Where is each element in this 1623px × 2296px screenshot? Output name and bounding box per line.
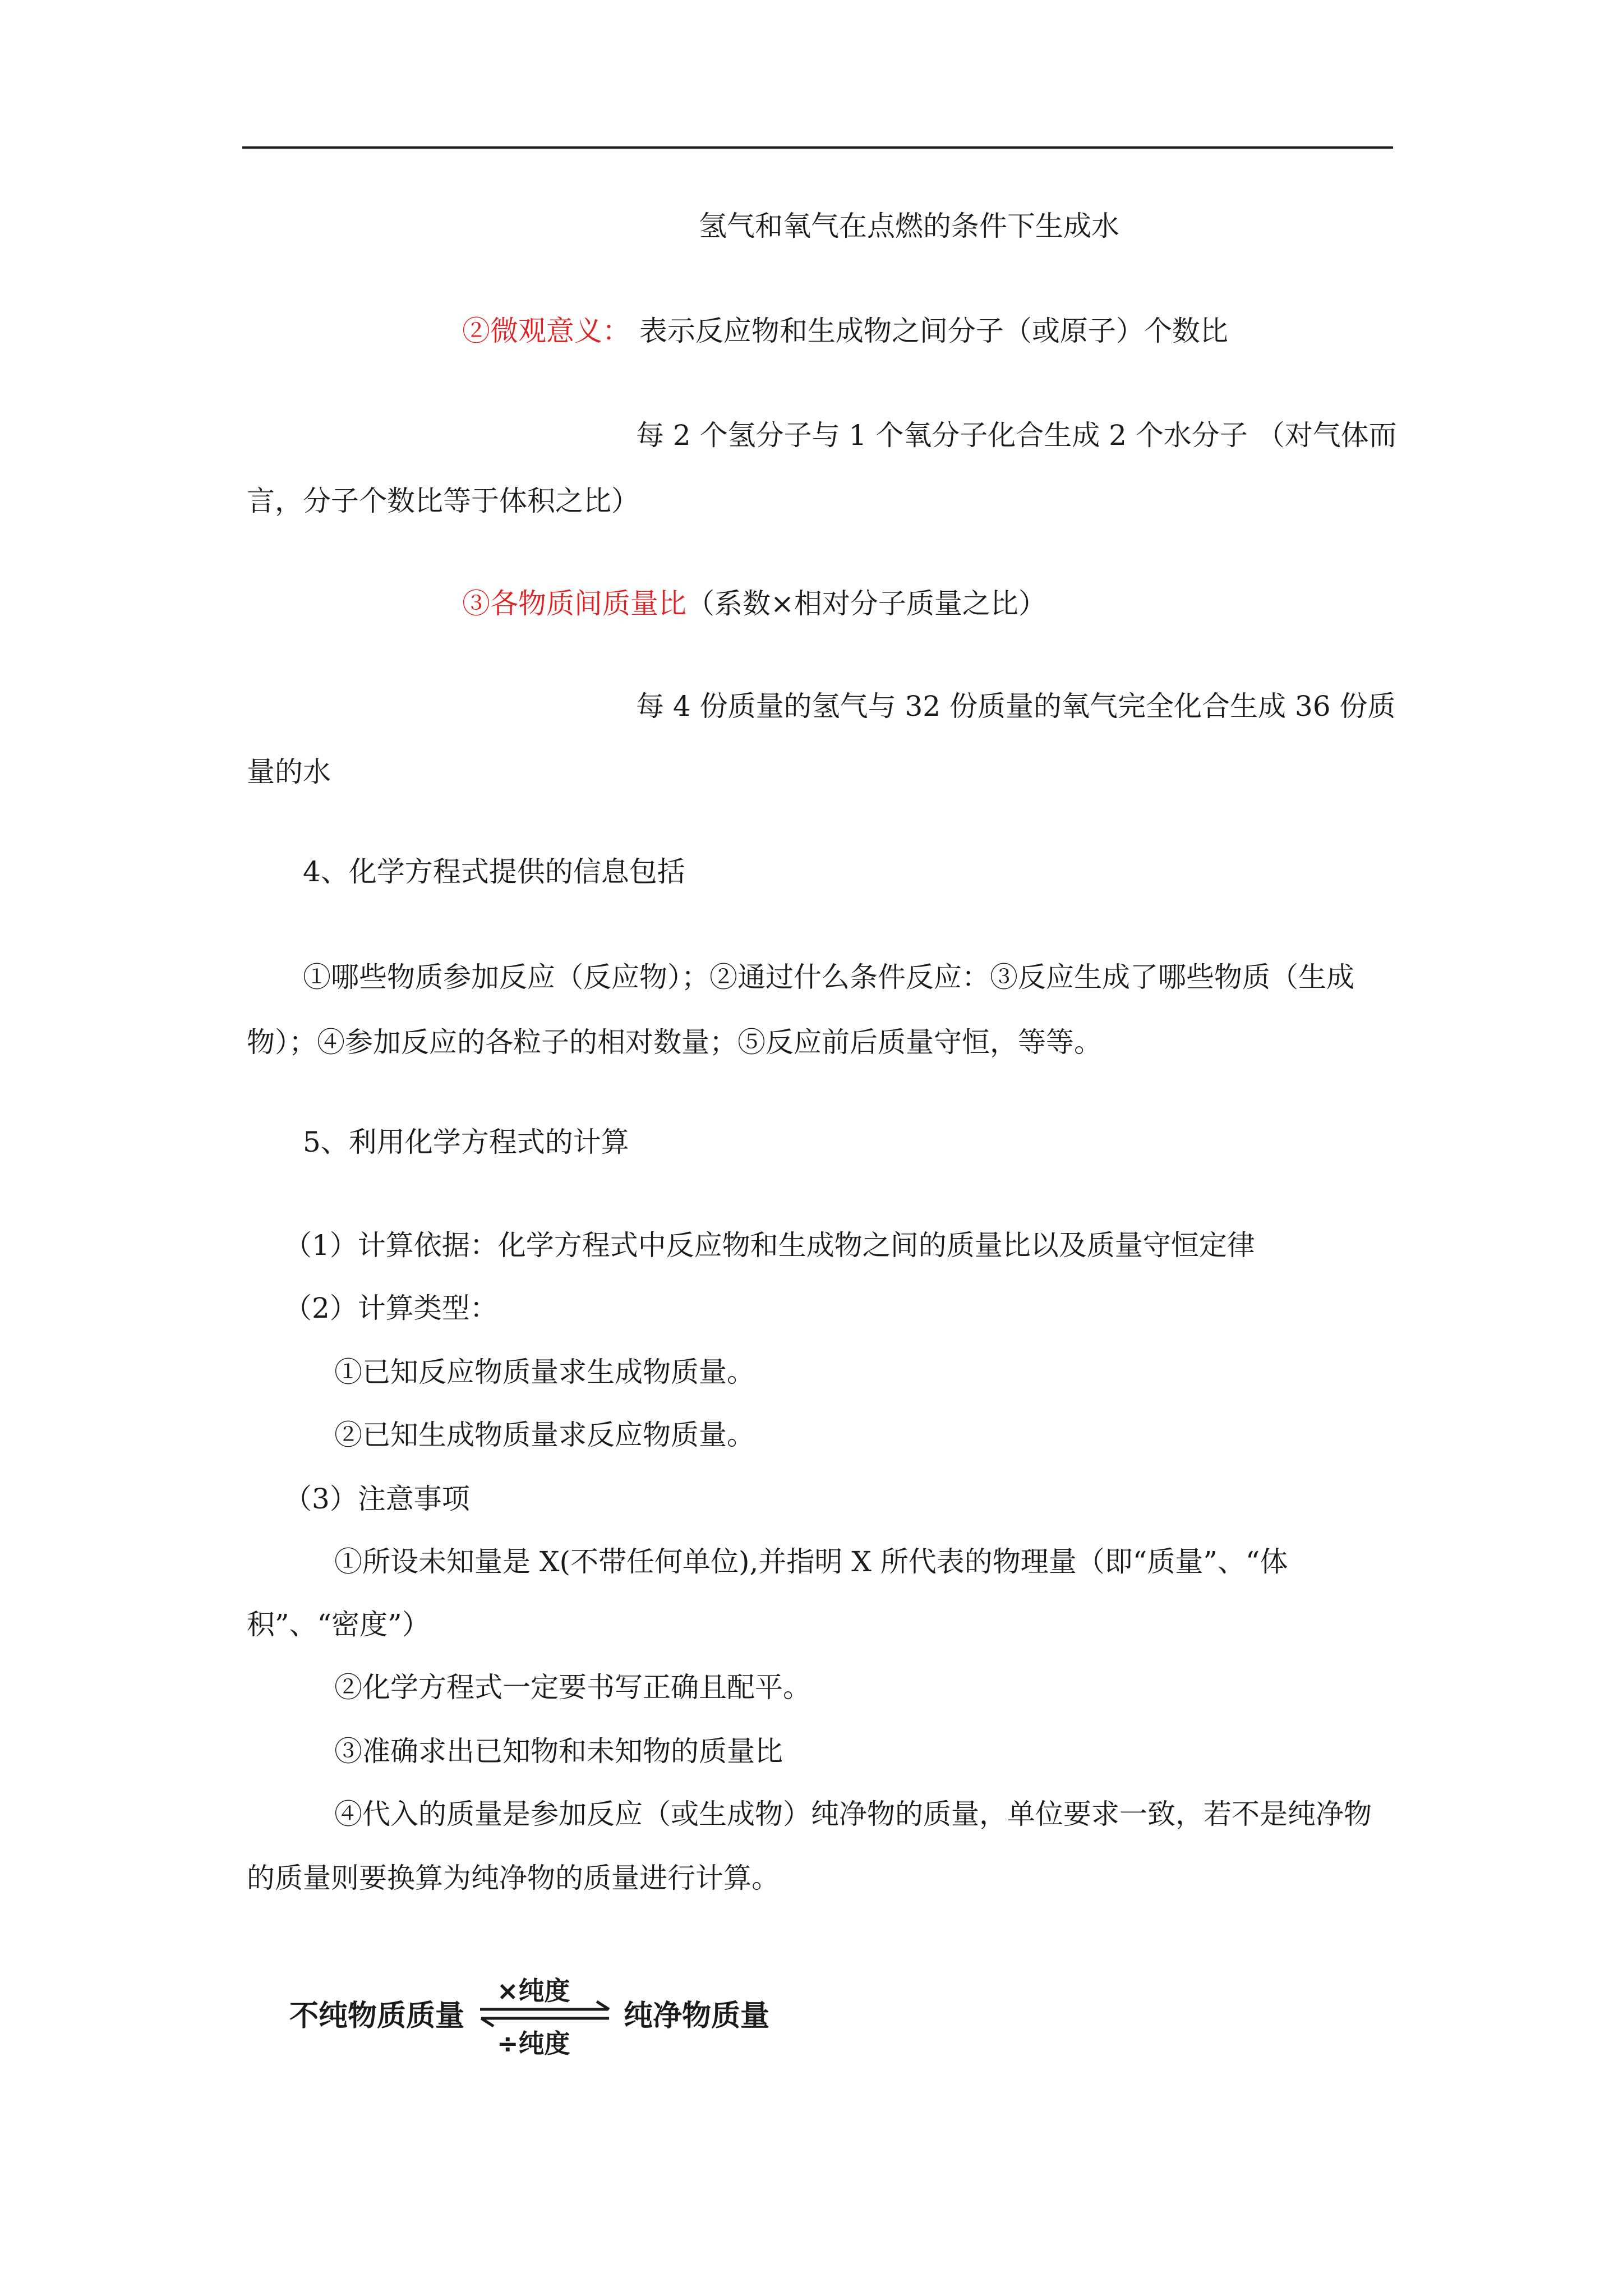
notes-heading: （3）注意事项 <box>284 1483 470 1515</box>
purity-conversion-diagram <box>289 1976 772 2073</box>
pure-mass-label: 纯净物质量 <box>624 1999 770 2033</box>
calc-basis: （1）计算依据：化学方程式中反应物和生成物之间的质量比以及质量守恒定律 <box>284 1229 1255 1262</box>
note-3: ③准确求出已知物和未知物的质量比 <box>334 1735 783 1768</box>
calc-types-heading: （2）计算类型： <box>284 1292 498 1324</box>
equation-meaning-macro: 氢气和氧气在点燃的条件下生成水 <box>699 210 1119 242</box>
impure-mass-label: 不纯物质质量 <box>289 1999 465 2033</box>
note-4-line-1: ④代入的质量是参加反应（或生成物）纯净物的质量，单位要求一致，若不是纯净物 <box>334 1798 1372 1830</box>
mass-example-line-1: 每 4 份质量的氢气与 32 份质量的氧气完全化合生成 36 份质 <box>636 690 1396 723</box>
multiply-purity-label: ×纯度 <box>497 1976 570 2006</box>
molecule-ratio-line-1: 每 2 个氢分子与 1 个氧分子化合生成 2 个水分子 （对气体而 <box>636 419 1397 452</box>
calc-type-1: ①已知反应物质量求生成物质量。 <box>334 1356 755 1388</box>
mass-ratio-line <box>462 587 1046 620</box>
molecule-ratio-line-2: 言，分子个数比等于体积之比） <box>247 485 639 517</box>
micro-meaning-line <box>462 314 1228 348</box>
micro-meaning-text: 表示反应物和生成物之间分子（或原子）个数比 <box>630 315 1228 347</box>
section-heading-4: 4、化学方程式提供的信息包括 <box>303 855 685 888</box>
micro-meaning-label: ②微观意义： <box>462 315 630 347</box>
info-paragraph-line-2: 物）；④参加反应的各粒子的相对数量；⑤反应前后质量守恒，等等。 <box>247 1026 1102 1059</box>
note-1-line-1: ①所设未知量是 X(不带任何单位),并指明 X 所代表的物理量（即“质量”、“体 <box>334 1545 1288 1578</box>
note-1-line-2: 积”、“密度”） <box>247 1608 430 1641</box>
info-paragraph-line-1: ①哪些物质参加反应（反应物）；②通过什么条件反应：③反应生成了哪些物质（生成 <box>303 961 1354 993</box>
calc-type-2: ②已知生成物质量求反应物质量。 <box>334 1419 755 1451</box>
divide-purity-label: ÷纯度 <box>497 2028 570 2059</box>
mass-example-line-2: 量的水 <box>247 756 331 788</box>
double-arrow-icon <box>478 1984 612 2040</box>
note-2: ②化学方程式一定要书写正确且配平。 <box>334 1671 811 1704</box>
header-rule <box>242 146 1393 149</box>
mass-ratio-label: ③各物质间质量比 <box>462 587 686 620</box>
mass-ratio-text: （系数×相对分子质量之比） <box>686 587 1046 620</box>
note-4-line-2: 的质量则要换算为纯净物的质量进行计算。 <box>247 1862 780 1894</box>
section-heading-5: 5、利用化学方程式的计算 <box>303 1126 629 1158</box>
